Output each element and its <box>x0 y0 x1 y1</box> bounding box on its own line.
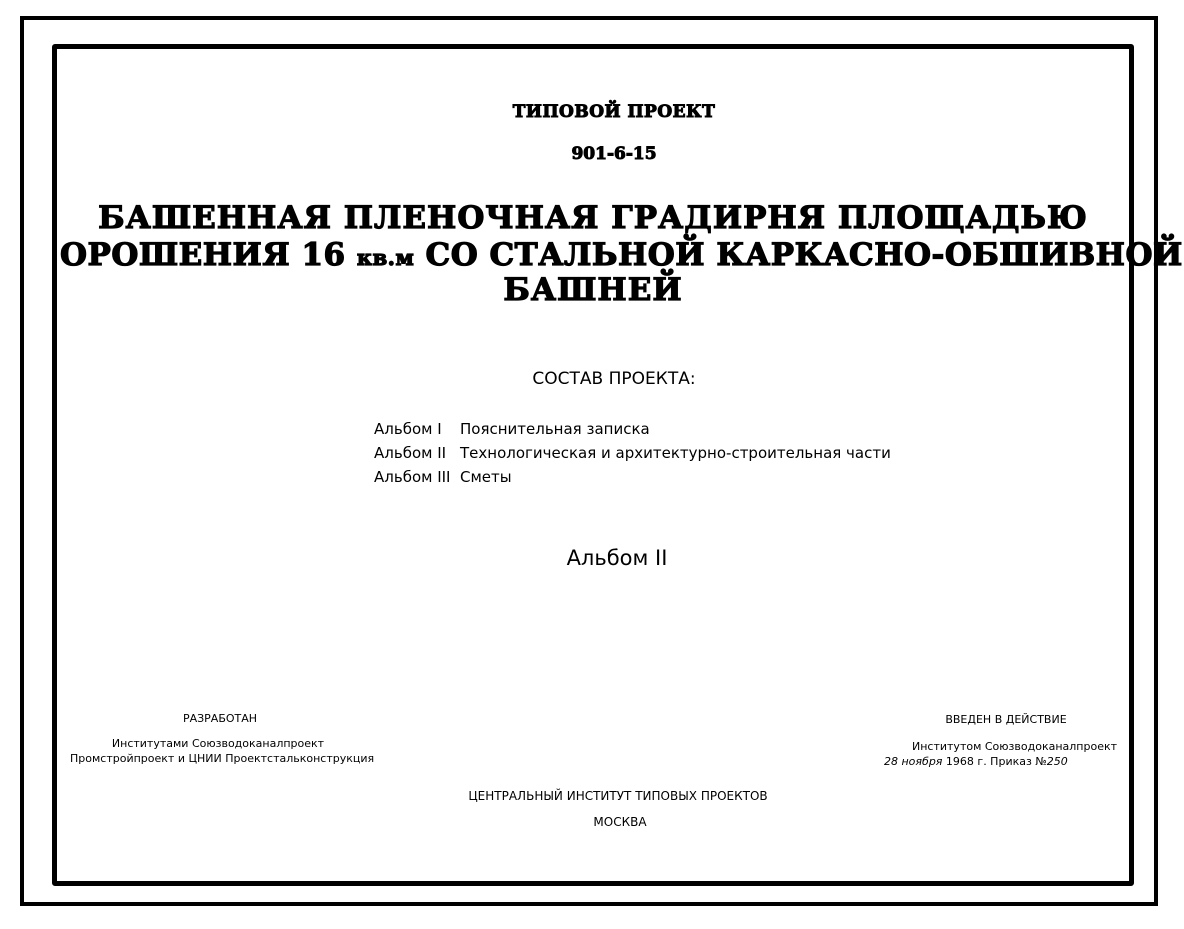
title-line-2 <box>60 237 1183 273</box>
title-line-2-part2: СО СТАЛЬНОЙ КАРКАСНО-ОБШИВНОЙ <box>425 237 1183 273</box>
composition-album: Альбом III <box>374 468 451 486</box>
enacted-line-2 <box>884 755 1068 768</box>
composition-description: Технологическая и архитектурно-строительная части <box>460 444 891 462</box>
footer-institute: ЦЕНТРАЛЬНЫЙ ИНСТИТУТ ТИПОВЫХ ПРОЕКТОВ <box>468 789 768 803</box>
footer-city: МОСКВА <box>593 815 647 829</box>
composition-description: Пояснительная записка <box>460 420 650 438</box>
composition-item <box>374 468 512 486</box>
developed-line-1: Институтами Союзводоканалпроект <box>111 737 325 750</box>
enacted-date: 28 ноября <box>884 755 943 768</box>
title-line-2-part1: ОРОШЕНИЯ 16 <box>60 237 346 273</box>
composition-album: Альбом I <box>374 420 442 438</box>
enacted-heading: ВВЕДЕН В ДЕЙСТВИЕ <box>945 713 1067 726</box>
composition-item <box>374 420 650 438</box>
developed-line-2: Промстройпроект и ЦНИИ Проектстальконструкция <box>70 752 375 765</box>
composition-heading: СОСТАВ ПРОЕКТА: <box>532 369 696 389</box>
composition-description: Сметы <box>460 468 512 486</box>
composition-item <box>374 444 891 462</box>
title-line-3: БАШНЕЙ <box>503 272 683 308</box>
title-line-1: БАШЕННАЯ ПЛЕНОЧНАЯ ГРАДИРНЯ ПЛОЩАДЬЮ <box>98 200 1088 236</box>
project-number: 901-6-15 <box>571 144 657 164</box>
enacted-line-1: Институтом Союзводоканалпроект <box>912 740 1118 753</box>
developed-heading: РАЗРАБОТАН <box>182 712 258 725</box>
enacted-order-number: 250 <box>1046 755 1068 768</box>
type-label: ТИПОВОЙ ПРОЕКТ <box>512 102 716 122</box>
title-unit: кв.м <box>356 245 415 270</box>
composition-album: Альбом II <box>374 444 447 462</box>
enacted-year: 1968 г. Приказ № <box>945 755 1047 768</box>
current-album: Альбом II <box>566 546 668 570</box>
